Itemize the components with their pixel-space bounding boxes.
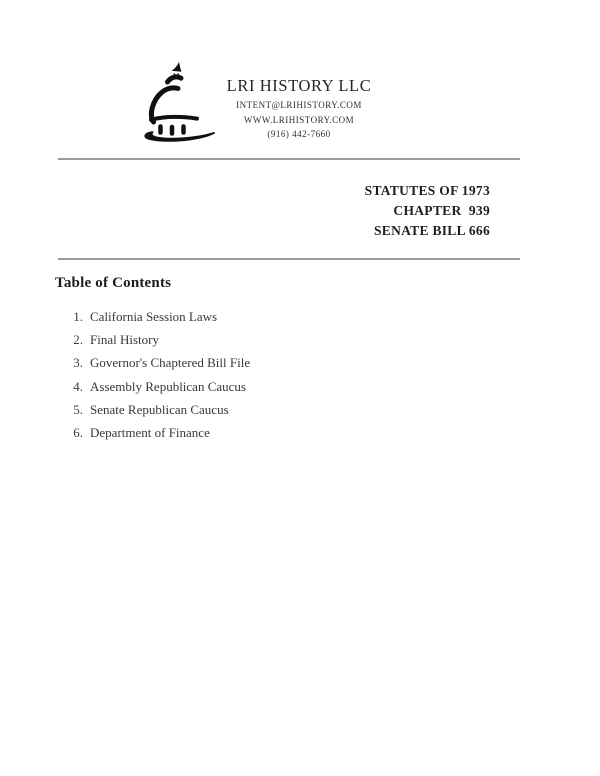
toc-item-number: 3. bbox=[73, 355, 83, 371]
toc-list bbox=[60, 305, 250, 445]
toc-item-label: Assembly Republican Caucus bbox=[90, 378, 246, 394]
toc-item-label: Department of Finance bbox=[90, 425, 210, 441]
toc-item bbox=[60, 398, 250, 421]
toc-item-label: Governor's Chaptered Bill File bbox=[90, 355, 251, 371]
toc-item-number: 6. bbox=[73, 425, 83, 441]
contact-block bbox=[189, 98, 409, 142]
toc-item bbox=[60, 305, 250, 328]
senate-bill-line: SENATE BILL 666 bbox=[373, 223, 490, 238]
toc-item-number: 5. bbox=[73, 401, 83, 417]
org-name: LRI HISTORY LLC bbox=[226, 76, 372, 95]
divider-bottom bbox=[58, 258, 520, 260]
toc-item-number: 1. bbox=[73, 308, 83, 324]
chapter-line: CHAPTER 939 bbox=[393, 203, 490, 218]
toc-item-number: 2. bbox=[73, 331, 83, 347]
statutes-year-line: STATUTES OF 1973 bbox=[364, 183, 490, 198]
toc-item bbox=[60, 421, 250, 444]
toc-item-number: 4. bbox=[73, 378, 83, 394]
divider-top bbox=[58, 158, 520, 160]
contact-phone: (916) 442-7660 bbox=[267, 129, 331, 139]
toc-item bbox=[60, 352, 250, 375]
contact-email: INTENT@LRIHISTORY.COM bbox=[236, 100, 362, 110]
toc-item-label: Final History bbox=[90, 331, 159, 347]
toc-item bbox=[60, 375, 250, 398]
case-info-block bbox=[365, 181, 490, 241]
toc-item bbox=[60, 328, 250, 351]
toc-item-label: California Session Laws bbox=[90, 308, 218, 324]
toc-item-label: Senate Republican Caucus bbox=[90, 401, 229, 417]
letterhead bbox=[189, 76, 409, 142]
contact-website: WWW.LRIHISTORY.COM bbox=[243, 114, 355, 125]
toc-title: Table of Contents bbox=[55, 275, 172, 291]
